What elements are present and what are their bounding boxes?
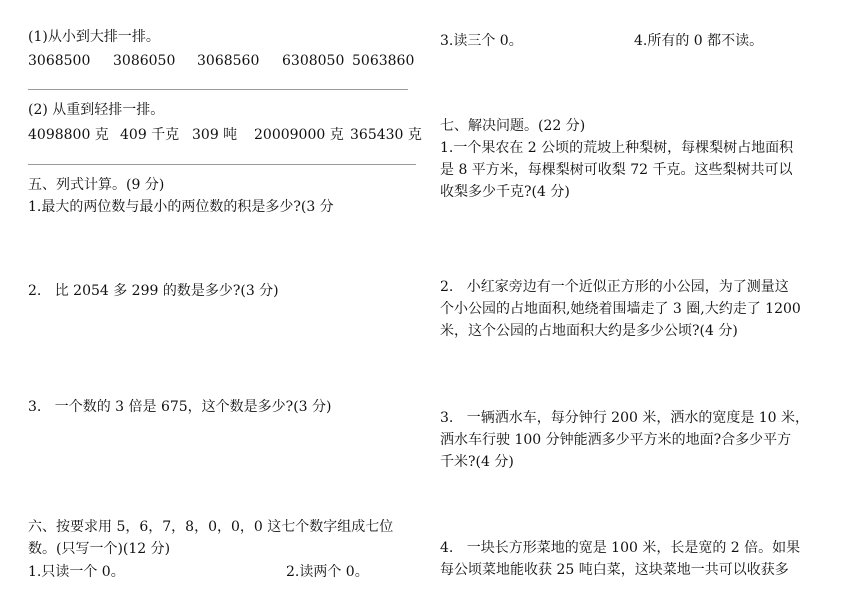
section7-question-3-line2: 洒水车行驶 100 分钟能洒多少平方米的地面?合多少平方: [440, 432, 792, 448]
q2-title: (2) 从重到轻排一排。: [28, 102, 165, 118]
section7-question-3-line3: 千米?(4 分): [440, 454, 514, 470]
section6-option-4: 4.所有的 0 都不读。: [634, 33, 764, 49]
answer-line: [28, 164, 416, 165]
q2-item: 309 吨: [192, 127, 238, 143]
section7-question-2-line2: 个小公园的占地面积,她绕着围墙走了 3 圈,大约走了 1200: [440, 301, 801, 317]
q1-number: 3086050: [113, 53, 176, 69]
section5-question-1: 1.最大的两位数与最小的两位数的积是多少?(3 分: [28, 199, 334, 215]
section5-question-3: 3. 一个数的 3 倍是 675，这个数是多少?(3 分): [28, 399, 332, 415]
section6-title-line1: 六、按要求用 5，6，7，8，0，0，0 这七个数字组成七位: [28, 519, 394, 535]
q1-title: (1)从小到大排一排。: [28, 29, 160, 45]
answer-line: [28, 89, 408, 90]
section6-option-3: 3.读三个 0。: [440, 33, 523, 49]
section7-question-4-line1: 4. 一块长方形菜地的宽是 100 米，长是宽的 2 倍。如果: [440, 540, 801, 556]
q1-number: 5063860: [352, 53, 415, 69]
section7-question-4-line2: 每公顷菜地能收获 25 吨白菜，这块菜地一共可以收获多: [440, 562, 789, 578]
q2-item: 365430 克: [350, 127, 422, 143]
section5-question-2: 2. 比 2054 多 299 的数是多少?(3 分): [28, 283, 279, 299]
section6-option-1: 1.只读一个 0。: [28, 564, 125, 580]
section7-question-1-line1: 1.一个果农在 2 公顷的荒坡上种梨树，每棵梨树占地面积: [440, 140, 794, 156]
section7-question-1-line3: 收梨多少千克?(4 分): [440, 184, 570, 200]
q2-item: 20009000 克: [254, 127, 344, 143]
section7-question-2-line3: 米，这个公园的占地面积大约是多少公顷?(4 分): [440, 323, 738, 339]
section7-question-1-line2: 是 8 平方米，每棵梨树可收梨 72 千克。这些梨树共可以: [440, 162, 793, 178]
q1-number: 3068500: [28, 53, 91, 69]
section6-title-line2: 数。(只写一个)(12 分): [28, 541, 171, 557]
q1-number: 3068560: [197, 53, 260, 69]
section7-question-2-line1: 2. 小红家旁边有一个近似正方形的小公园，为了测量这: [440, 279, 789, 295]
q2-item: 409 千克: [120, 127, 180, 143]
section7-question-3-line1: 3. 一辆洒水车，每分钟行 200 米，洒水的宽度是 10 米，: [440, 410, 810, 426]
q2-item: 4098800 克: [28, 127, 109, 143]
q1-number: 6308050: [282, 53, 345, 69]
section6-option-2: 2.读两个 0。: [286, 564, 369, 580]
section7-title: 七、解决问题。(22 分): [440, 118, 586, 134]
section5-title: 五、列式计算。(9 分): [28, 177, 165, 193]
